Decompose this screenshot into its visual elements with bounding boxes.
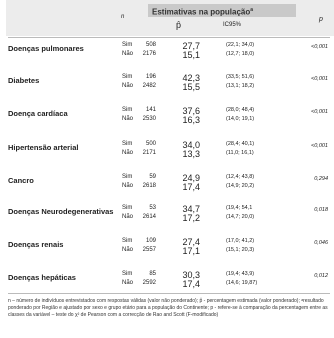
category-nao: Não <box>122 51 134 57</box>
pct-sim: 30,3 <box>182 270 200 280</box>
category-sim: Sim <box>122 74 133 80</box>
ci-nao: (13,1; 18,2) <box>226 83 255 89</box>
ci-nao: (14,6; 19,87) <box>226 280 258 286</box>
p-value: 0,012 <box>314 273 328 279</box>
n-sim: 141 <box>145 107 156 113</box>
p-value: 0,046 <box>314 240 328 246</box>
ci-sim: (28,0; 48,4) <box>226 107 255 113</box>
disease-label: Doenças renais <box>8 240 64 249</box>
category-sim: Sim <box>122 141 133 147</box>
disease-label: Diabetes <box>8 76 40 85</box>
divider <box>8 37 330 38</box>
pct-nao: 13,3 <box>182 149 200 159</box>
disease-label: Doenças hepáticas <box>8 273 76 282</box>
ci-nao: (12,7; 18,0) <box>226 51 255 57</box>
n-sim: 85 <box>149 271 156 277</box>
category-sim: Sim <box>122 238 133 244</box>
col-header-ci: IC95% <box>223 22 242 28</box>
n-nao: 2482 <box>142 83 156 89</box>
pct-nao: 17,2 <box>182 213 200 223</box>
pct-sim: 24,9 <box>182 173 200 183</box>
n-sim: 59 <box>149 174 156 180</box>
category-sim: Sim <box>122 174 133 180</box>
n-nao: 2530 <box>142 116 156 122</box>
category-nao: Não <box>122 116 134 122</box>
ci-nao: (14,9; 20,2) <box>226 183 255 189</box>
pct-sim: 27,7 <box>182 41 200 51</box>
pct-nao: 16,3 <box>182 115 200 125</box>
category-nao: Não <box>122 247 134 253</box>
n-nao: 2618 <box>142 183 156 189</box>
disease-label: Doenças pulmonares <box>8 44 84 53</box>
disease-label: Doença cardíaca <box>8 109 68 118</box>
pct-sim: 34,7 <box>182 204 200 214</box>
disease-label: Doenças Neurodegenerativas <box>8 207 114 216</box>
category-sim: Sim <box>122 42 133 48</box>
n-sim: 508 <box>145 42 156 48</box>
pct-sim: 27,4 <box>182 237 200 247</box>
ci-sim: (19,4; 43,9) <box>226 271 255 277</box>
pct-nao: 17,4 <box>182 182 200 192</box>
pct-sim: 42,3 <box>182 73 200 83</box>
pct-sim: 34,0 <box>182 140 200 150</box>
pct-nao: 15,1 <box>182 50 200 60</box>
ci-sim: (17,0; 41,2) <box>226 238 255 244</box>
n-nao: 2557 <box>142 247 156 253</box>
n-nao: 2614 <box>142 214 156 220</box>
category-sim: Sim <box>122 271 133 277</box>
p-value: 0,294 <box>314 176 328 182</box>
ci-nao: (11,0; 16,1) <box>226 150 254 156</box>
p-value: <0,001 <box>311 76 328 82</box>
n-sim: 196 <box>145 74 156 80</box>
category-sim: Sim <box>122 205 133 211</box>
pct-nao: 17,1 <box>182 246 200 256</box>
ci-sim: (33,5; 51,6) <box>226 74 255 80</box>
ci-nao: (14,0; 19,1) <box>226 116 255 122</box>
category-nao: Não <box>122 83 134 89</box>
ci-nao: (14,7; 20,0) <box>226 214 255 220</box>
pct-nao: 17,4 <box>182 279 200 289</box>
disease-label: Hipertensão arterial <box>8 143 79 152</box>
ci-nao: (15,1; 20,3) <box>226 247 255 253</box>
col-header-p: p <box>319 16 323 23</box>
col-header-n: n <box>121 14 125 20</box>
n-sim: 109 <box>145 238 156 244</box>
p-value: 0,018 <box>314 207 328 213</box>
p-value: <0,001 <box>311 44 328 50</box>
ci-sim: (22,1; 34,0) <box>226 42 255 48</box>
ci-sim: (28,4; 40,1) <box>226 141 255 147</box>
col-header-phat: p̂ <box>176 20 182 30</box>
pct-nao: 15,5 <box>182 82 200 92</box>
category-nao: Não <box>122 183 134 189</box>
footnote: n – número de indivíduos entrevistados com respostas válidas (valor não ponderado); p̂ - percentagem estimada (valor ponderado); ᵃresultado ponderado por Região e ajustado por sexo e grupo etário para a população do Continente; p - refere-se à comparação da percentagem entre as classes da variável – teste do χ² de Pearson com a correcção de Rao and Scott (F-modificado) <box>8 298 328 318</box>
category-sim: Sim <box>122 107 133 113</box>
p-value: <0,001 <box>311 109 328 115</box>
n-sim: 53 <box>149 205 156 211</box>
n-nao: 2176 <box>142 51 156 57</box>
category-nao: Não <box>122 214 134 220</box>
category-nao: Não <box>122 280 134 286</box>
pct-sim: 37,6 <box>182 106 200 116</box>
p-value: <0,001 <box>311 143 328 149</box>
ci-sim: (12,4; 43,8) <box>226 174 255 180</box>
category-nao: Não <box>122 150 134 156</box>
n-nao: 2171 <box>142 150 156 156</box>
n-sim: 500 <box>145 141 156 147</box>
header-title: Estimativas na população$^a$ <box>152 7 254 17</box>
ci-sim: (19,4; 54,1 <box>226 205 253 211</box>
n-nao: 2592 <box>142 280 156 286</box>
divider <box>8 293 330 294</box>
disease-label: Cancro <box>8 176 34 185</box>
